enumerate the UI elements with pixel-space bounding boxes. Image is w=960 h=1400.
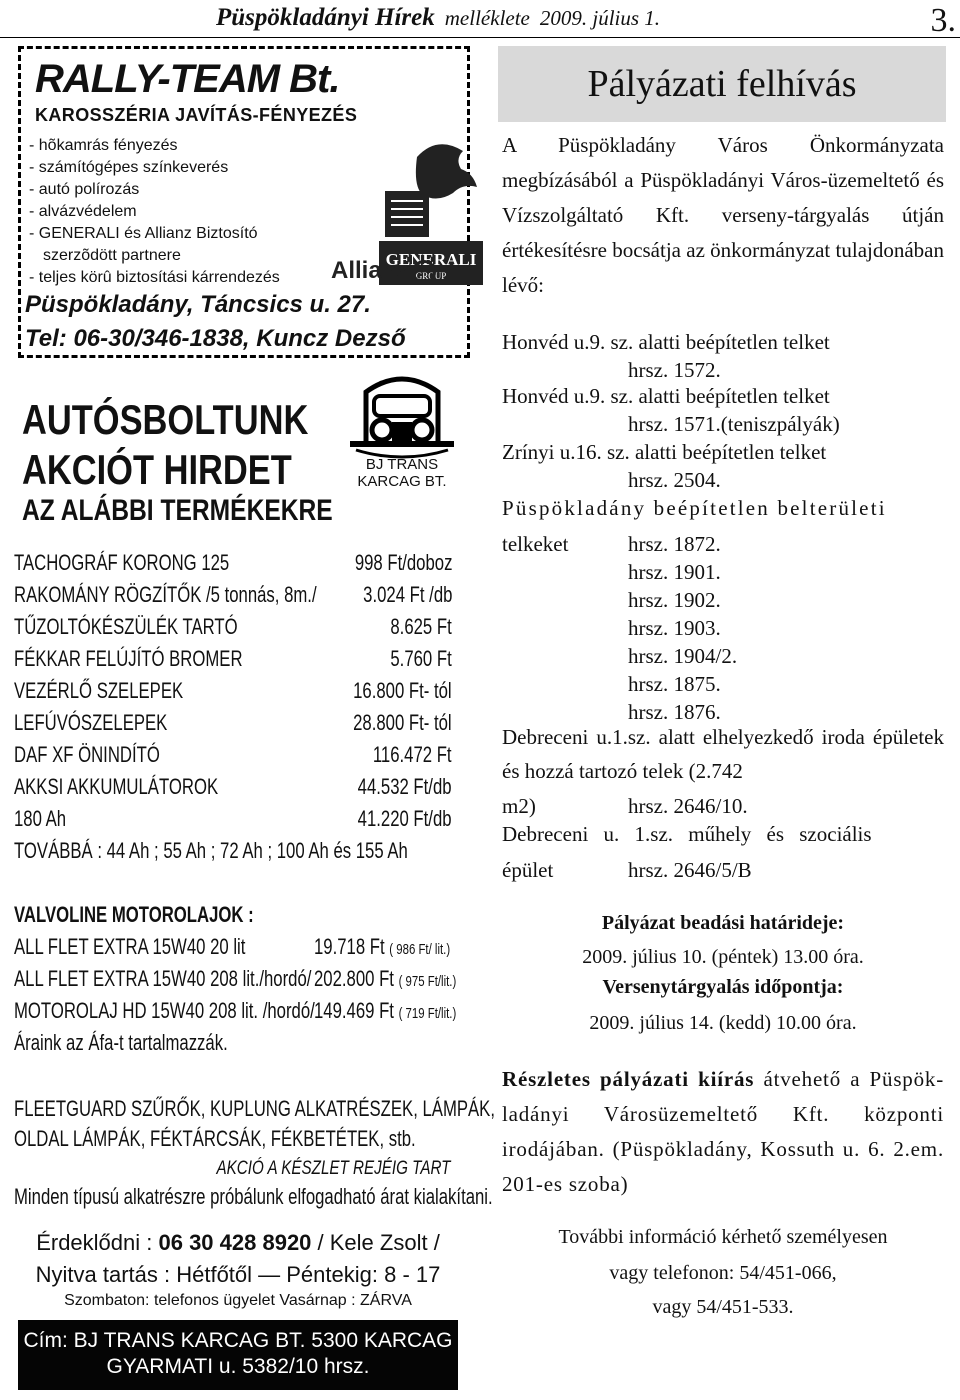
rally-team-name: RALLY-TEAM Bt.	[35, 57, 340, 101]
rally-team-ad	[18, 46, 477, 358]
oils-title: VALVOLINE MOTOROLAJOK :	[14, 902, 254, 927]
product-name: TACHOGRÁF KORONG 125	[14, 550, 230, 575]
service-item: - autó polírozás	[29, 181, 140, 198]
bj-trans-logo	[346, 370, 458, 502]
product-price: 28.800 Ft- tól	[353, 710, 452, 735]
product-row	[14, 742, 452, 774]
shop-address-line-2: GYARMATI u. 5382/10 hrsz.	[106, 1355, 370, 1378]
info-line-1: További információ kérhető személyesen	[558, 1226, 888, 1248]
oil-price: 202.800 Ft ( 975 Ft/lit.)	[314, 966, 457, 991]
oil-name: ALL FLET EXTRA 15W40 20 lit	[14, 934, 246, 959]
lot-hrsz: hrsz. 1902.	[628, 588, 721, 612]
product-price: 8.625 Ft	[390, 614, 452, 639]
inquiry-phone: 06 30 428 8920	[158, 1230, 312, 1255]
page-number: 3.	[930, 2, 956, 39]
info-line-3: vagy 54/451-533.	[652, 1296, 794, 1318]
oil-price: 149.469 Ft ( 719 Ft/lit.)	[314, 998, 457, 1023]
parts-line-2: OLDAL LÁMPÁK, FÉKTÁRCSÁK, FÉKBETÉTEK, stb.	[14, 1126, 416, 1151]
rally-team-phone: Tel: 06-30/346-1838, Kuncz Dezső	[25, 325, 406, 352]
details-lead: Részletes pályázati kiírás	[502, 1067, 755, 1091]
lion-icon	[416, 144, 477, 198]
lot-hrsz: hrsz. 1904/2.	[628, 644, 738, 668]
rally-services-list	[29, 135, 280, 289]
product-price: 41.220 Ft/db	[358, 806, 452, 831]
product-row	[14, 582, 452, 614]
generali-logo-text: GENERALI	[385, 250, 477, 269]
product-price: 3.024 Ft /db	[362, 582, 452, 607]
details-paragraph	[502, 1062, 944, 1202]
deadline-value: 2009. július 10. (péntek) 13.00 óra.	[582, 946, 864, 968]
battery-sizes: TOVÁBBÁ : 44 Ah ; 55 Ah ; 72 Ah ; 100 Ah és 155 Ah	[14, 838, 408, 863]
weekend-hours: Szombaton: telefonos ügyelet Vasárnap : ZÁRVA	[64, 1292, 412, 1309]
product-price: 998 Ft/doboz	[354, 550, 452, 575]
running-head	[216, 4, 660, 32]
parts-line-1: FLEETGUARD SZŰRŐK, KUPLUNG ALKATRÉSZEK, LÁMPÁK,	[14, 1096, 495, 1121]
lot-hrsz: hrsz. 1876.	[628, 700, 721, 724]
lot-hrsz: hrsz. 2646/10.	[628, 794, 748, 818]
product-row	[14, 550, 452, 582]
lot-hrsz: hrsz. 1572.	[628, 358, 721, 382]
lot-hrsz: hrsz. 1901.	[628, 560, 721, 584]
tender-notice	[486, 46, 960, 1400]
price-offer: Minden típusú alkatrészre próbálunk elfogadható árat kialakítani.	[14, 1184, 493, 1209]
allianz-logo-text: Allianz	[331, 257, 409, 284]
lot-description: Debreceni u. 1.sz. műhely és szociális	[502, 822, 872, 846]
allianz-eagle-icon	[412, 260, 436, 284]
lot-label: Püspökladány beépítetlen belterületi	[502, 496, 887, 520]
details-text: átvehető a Püspök-ladányi Városüzemeltető Kft. központi irodájában. (Püspökladány, Kossuth u. 6. 2.em. 201-es szoba)	[502, 1067, 944, 1196]
allianz-logo	[331, 257, 436, 285]
bj-trans-logo-line1: BJ TRANS	[365, 456, 439, 473]
product-name: TŰZOLTÓKÉSZÜLÉK TARTÓ	[14, 614, 238, 639]
tender-intro: A Püspökladány Város Önkormányzata megbízásából a Püspökladányi Város-üzemeltető és Vízszolgáltató Kft. verseny-tárgyalás útján értékesítésre bocsátja az önkormányzat tulajdonában lévő:	[502, 133, 944, 297]
lot-hrsz: hrsz. 2646/5/B	[628, 858, 752, 882]
supplement-label: melléklete	[444, 6, 530, 30]
product-row	[14, 678, 452, 710]
shop-headline-1: AUTÓSBOLTUNK	[22, 396, 309, 443]
lot-label: Honvéd u.9. sz. alatti beépítetlen telket	[502, 384, 830, 408]
product-row	[14, 646, 452, 678]
generali-logo-subtext: GROUP	[415, 271, 447, 281]
product-price: 16.800 Ft- tól	[353, 678, 452, 703]
oil-row	[14, 934, 464, 966]
lot-hrsz: hrsz. 1571.(teniszpályák)	[628, 412, 840, 436]
product-price: 116.472 Ft	[373, 742, 452, 767]
opening-hours: Nyitva tartás : Hétfőtől — Péntekig: 8 - 17	[35, 1262, 441, 1287]
shop-address-box	[18, 1320, 458, 1390]
product-name: AKKSI AKKUMULÁTOROK	[14, 774, 219, 799]
lot-label: Honvéd u.9. sz. alatti beépítetlen telket	[502, 330, 830, 354]
shop-ad	[0, 370, 495, 1400]
shop-headline-3: AZ ALÁBBI TERMÉKEKRE	[22, 494, 333, 527]
lot-hrsz: hrsz. 2504.	[628, 468, 721, 492]
publication-title: Püspökladányi Hírek	[216, 4, 435, 31]
service-item: - GENERALI és Allianz Biztosító	[29, 225, 258, 242]
lot-label: m2)	[502, 794, 536, 818]
oil-row	[14, 998, 464, 1030]
lot-hrsz: hrsz. 1875.	[628, 672, 721, 696]
product-price: 5.760 Ft	[390, 646, 452, 671]
service-item: - számítógépes színkeverés	[29, 159, 229, 176]
product-name: RAKOMÁNY RÖGZÍTŐK /5 tonnás, 8m./	[14, 582, 317, 607]
service-item: szerzõdött partnere	[43, 247, 181, 264]
bj-trans-logo-line2: KARCAG BT.	[357, 473, 447, 490]
header-rule	[0, 37, 960, 38]
inquiry-line	[0, 1230, 476, 1256]
lot-label: Zrínyi u.16. sz. alatti beépítetlen telket	[502, 440, 827, 464]
vat-note: Áraink az Áfa-t tartalmazzák.	[14, 1030, 228, 1055]
product-name: DAF XF ÖNINDÍTÓ	[14, 742, 160, 767]
product-row	[14, 710, 452, 742]
inquiry-contact: / Kele Zsolt /	[311, 1230, 440, 1255]
oil-row	[14, 966, 464, 998]
issue-date: 2009. július 1.	[539, 6, 661, 30]
product-name: FÉKKAR FELÚJÍTÓ BROMER	[14, 646, 243, 671]
service-item: - hõkamrás fényezés	[29, 137, 178, 154]
product-name: LEFÚVÓSZELEPEK	[14, 710, 168, 735]
rally-team-tagline: KAROSSZÉRIA JAVÍTÁS-FÉNYEZÉS	[35, 105, 358, 125]
auction-title: Versenytárgyalás időpontja:	[602, 976, 844, 998]
oil-name: ALL FLET EXTRA 15W40 208 lit./hordó/	[14, 966, 312, 991]
product-name: VEZÉRLŐ SZELEPEK	[14, 678, 184, 703]
lot-description: Debreceni u.1.sz. alatt elhelyezkedő iroda épületek és hozzá tartozó telek (2.742	[502, 725, 944, 783]
product-row	[14, 806, 452, 838]
inquiry-prefix: Érdeklődni :	[36, 1230, 159, 1255]
lot-hrsz: hrsz. 1872.	[628, 532, 721, 556]
oil-price: 19.718 Ft ( 986 Ft/ lit.)	[314, 934, 451, 959]
truck-icon	[346, 370, 458, 460]
service-item: - teljes körû biztosítási kárrendezés	[29, 269, 280, 286]
rally-team-address: Püspökladány, Táncsics u. 27.	[25, 291, 371, 318]
tender-title: Pályázati felhívás	[498, 46, 946, 122]
lot-label: épület	[502, 858, 554, 882]
info-line-2: vagy telefonon: 54/451-066,	[609, 1262, 837, 1284]
product-name: 180 Ah	[14, 806, 67, 831]
shop-headline-2: AKCIÓT HIRDET	[22, 446, 292, 493]
oil-name: MOTOROLAJ HD 15W40 208 lit. /hordó/	[14, 998, 315, 1023]
lot-hrsz: hrsz. 1903.	[628, 616, 721, 640]
deadline-title: Pályázat beadási határideje:	[601, 912, 845, 934]
auction-value: 2009. július 14. (kedd) 10.00 óra.	[589, 1012, 857, 1034]
product-row	[14, 774, 452, 806]
promo-note: AKCIÓ A KÉSZLET REJÉIG TART	[216, 1158, 450, 1179]
service-item: - alvázvédelem	[29, 203, 137, 220]
product-price: 44.532 Ft/db	[358, 774, 452, 799]
lot-label: telkeket	[502, 532, 569, 556]
product-row	[14, 614, 452, 646]
shop-address-line-1: Cím: BJ TRANS KARCAG BT. 5300 KARCAG	[23, 1329, 453, 1352]
